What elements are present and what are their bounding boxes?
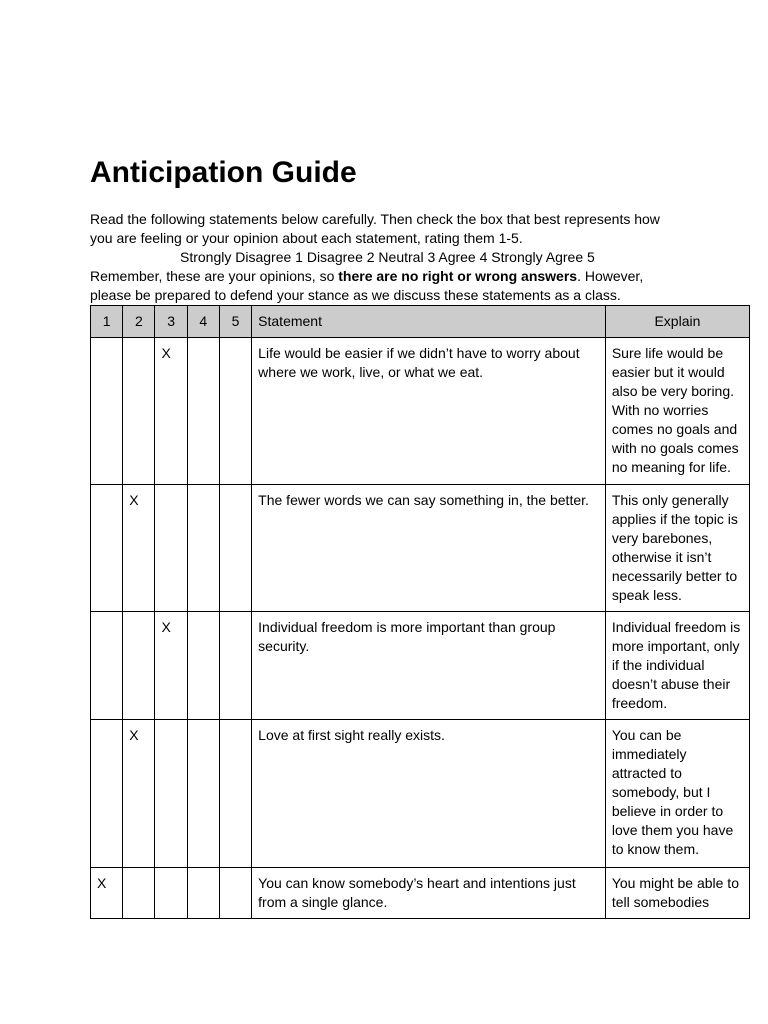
rating-cell-5[interactable] [219,720,251,868]
rating-cell-5[interactable] [219,485,251,612]
statement-cell: You can know somebody’s heart and intentions just from a single glance. [252,868,606,919]
header-statement: Statement [252,306,606,338]
rating-cell-3[interactable] [155,485,187,612]
remember-note [90,267,670,305]
rating-scale: Strongly Disagree 1 Disagree 2 Neutral 3 Agree 4 Strongly Agree 5 [180,249,595,265]
explain-cell[interactable]: You can be immediately attracted to somebody, but I believe in order to love them you have to know them. [605,720,749,868]
rating-cell-2[interactable]: X [123,485,155,612]
remember-post: . However, please be prepared to defend your stance as we discuss these statements as a class. [90,268,644,303]
rating-cell-5[interactable] [219,868,251,919]
rating-cell-3[interactable]: X [155,338,187,485]
remember-pre: Remember, these are your opinions, so [90,268,339,284]
rating-cell-4[interactable] [187,720,219,868]
rating-cell-1[interactable] [91,720,123,868]
header-rating-5: 5 [219,306,251,338]
header-rating-3: 3 [155,306,187,338]
table-row [91,868,750,919]
explain-cell[interactable]: You might be able to tell somebodies [605,868,749,919]
explain-cell[interactable]: Sure life would be easier but it would also be very boring. With no worries comes no goals and with no goals comes no meaning for life. [605,338,749,485]
header-rating-2: 2 [123,306,155,338]
header-rating-1: 1 [91,306,123,338]
rating-cell-4[interactable] [187,485,219,612]
rating-cell-2[interactable] [123,612,155,720]
header-explain: Explain [605,306,749,338]
instructions-text: Read the following statements below carefully. Then check the box that best represents how you are feeling or your opinion about each statement, rating them 1-5. [90,211,660,246]
statement-cell: Love at first sight really exists. [252,720,606,868]
rating-cell-2[interactable] [123,338,155,485]
rating-cell-4[interactable] [187,338,219,485]
page-title: Anticipation Guide [90,156,357,189]
statement-cell: Individual freedom is more important than group security. [252,612,606,720]
table-row [91,720,750,868]
rating-cell-1[interactable]: X [91,868,123,919]
rating-cell-1[interactable] [91,612,123,720]
explain-cell[interactable]: This only generally applies if the topic is very barebones, otherwise it isn’t necessarily better to speak less. [605,485,749,612]
rating-cell-1[interactable] [91,338,123,485]
rating-cell-5[interactable] [219,612,251,720]
remember-bold: there are no right or wrong answers [338,268,578,284]
rating-cell-3[interactable] [155,868,187,919]
table-row [91,338,750,485]
rating-cell-5[interactable] [219,338,251,485]
rating-cell-4[interactable] [187,612,219,720]
explain-cell[interactable]: Individual freedom is more important, only if the individual doesn’t abuse their freedom. [605,612,749,720]
table-header-row [91,306,750,338]
table-row [91,612,750,720]
anticipation-table [90,305,750,919]
rating-cell-3[interactable] [155,720,187,868]
rating-cell-1[interactable] [91,485,123,612]
rating-cell-4[interactable] [187,868,219,919]
header-rating-4: 4 [187,306,219,338]
statement-cell: Life would be easier if we didn’t have to worry about where we work, live, or what we eat. [252,338,606,485]
rating-cell-2[interactable] [123,868,155,919]
rating-cell-3[interactable]: X [155,612,187,720]
table-row [91,485,750,612]
rating-cell-2[interactable]: X [123,720,155,868]
statement-cell: The fewer words we can say something in, the better. [252,485,606,612]
instructions [90,210,670,305]
